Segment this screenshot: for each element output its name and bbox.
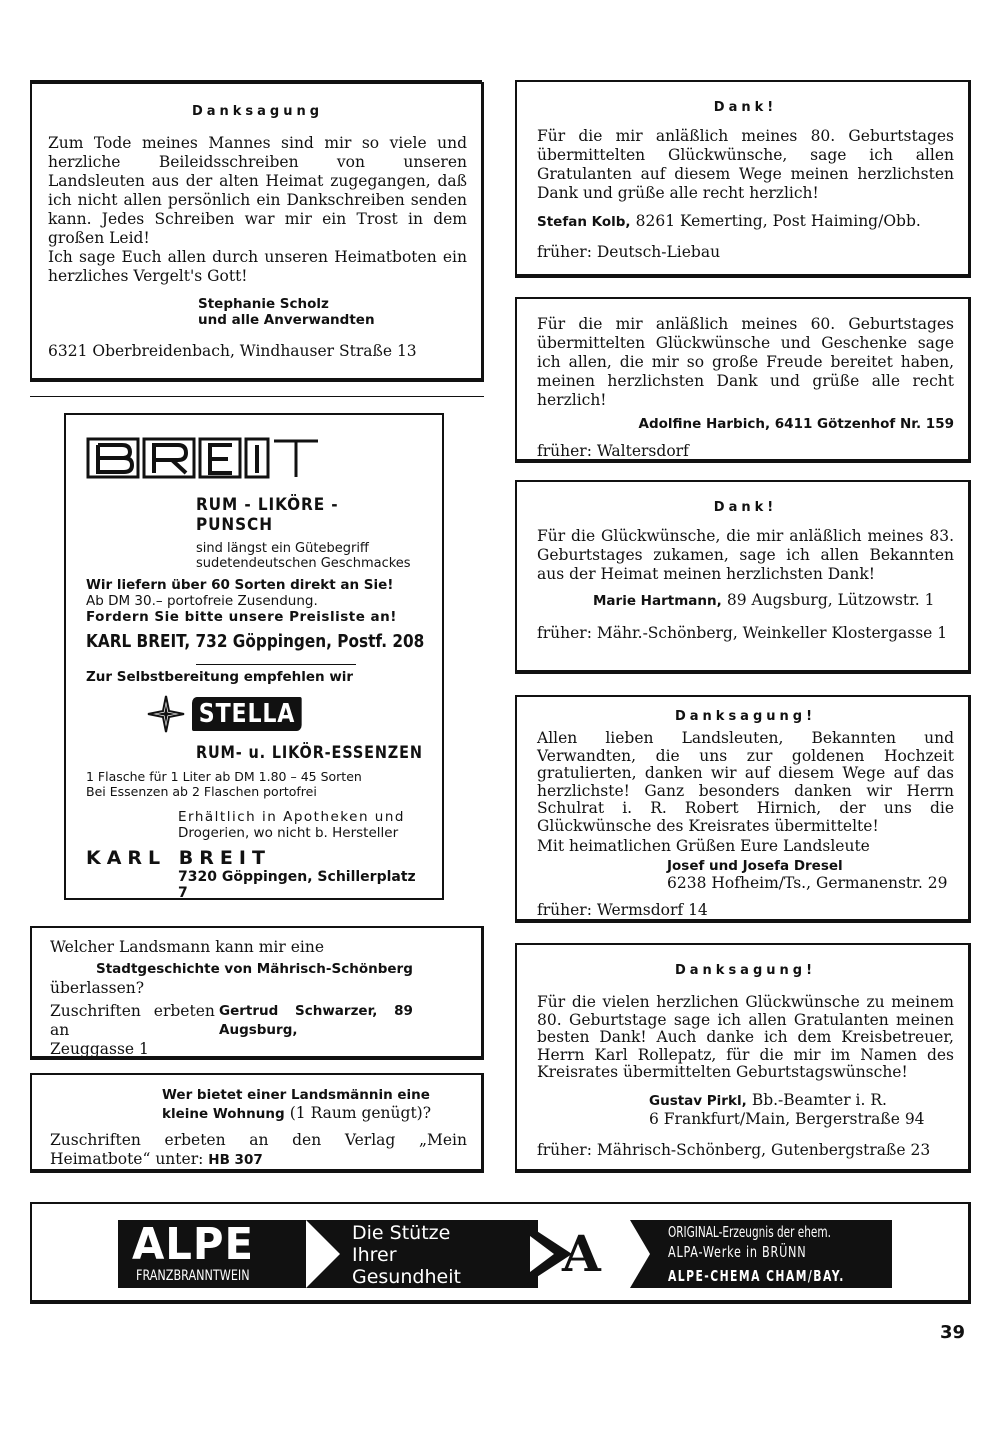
breit-line-2: sudetendeutschen Geschmackes: [196, 556, 411, 571]
dank-notice-kolb: [515, 80, 971, 278]
signer-address: 6321 Oberbreidenbach, Windhauser Straße 13: [48, 342, 417, 360]
breit-recommend: Zur Selbstbereitung empfehlen wir: [86, 669, 354, 685]
dank-former-residence: früher: Wermsdorf 14: [537, 901, 708, 919]
danksagung-notice-pirkl: [515, 943, 971, 1173]
dank-address: 6 Frankfurt/Main, Bergerstraße 94: [649, 1109, 925, 1128]
wohnung-line-3: Zuschriften erbeten an den Verlag „Mein Heimatbote“ unter:: [50, 1131, 467, 1168]
request-line-3: Zuschriften erbeten an: [50, 1002, 215, 1039]
alpe-slogan-2: Ihrer: [352, 1244, 397, 1266]
dank-name: Marie Hartmann,: [593, 593, 722, 609]
dank-body: Für die Glückwünsche, die mir anläßlich meines 83. Geburtstages zukamen, sage ich allen Bekannten aus der Heimat meinen herzlichsten Dank!: [537, 527, 954, 583]
request-street: Zeuggasse 1: [50, 1040, 149, 1058]
dank-body: Für die mir anläßlich meines 60. Geburtstages übermittelten Glückwünsche und Geschenke sage ich allen, die mir so große Freude bereitet haben, meinen herzlichsten Dank und grüße alle recht herzlich!: [537, 315, 954, 409]
arrow-right-icon: [628, 1220, 652, 1288]
stella-price-1: 1 Flasche für 1 Liter ab DM 1.80 – 45 Sorten: [86, 769, 362, 784]
dank-body: Für die vielen herzlichen Glückwünsche zu meinem 80. Geburtstage sage ich allen Gratulanten meinen besten Dank! Auch danke ich dem Kreisbetreuer, Herrn Karl Rollepatz, für die mir im Namen des Kreisrates übermittelten Geburtstagswünsche!: [537, 993, 954, 1081]
breit-address-2: 7320 Göppingen, Schillerplatz 7: [178, 869, 416, 901]
breit-inner-rule: [196, 664, 356, 665]
wohnung-line-1: Wer bietet einer Landsmännin eine: [162, 1087, 430, 1103]
dank-title: Dank!: [713, 500, 778, 515]
breit-advertisement: [64, 413, 444, 900]
avail-line-2: Drogerien, wo nicht b. Hersteller: [178, 825, 399, 841]
breit-company-2: KARL BREIT: [86, 847, 271, 869]
alpe-brand: ALPE: [132, 1219, 254, 1270]
wohnung-line-2a: kleine Wohnung: [162, 1106, 285, 1122]
notice-body-2: Ich sage Euch allen durch unseren Heimatboten ein herzliches Vergelt's Gott!: [48, 248, 467, 285]
alpe-sub: FRANZBRANNTWEIN: [136, 1268, 250, 1284]
wohnung-code: HB 307: [208, 1152, 263, 1168]
request-contact-name: Gertrud Schwarzer, 89 Augsburg,: [219, 1003, 413, 1038]
page-number: 39: [940, 1322, 966, 1343]
landsmann-request: [30, 926, 484, 1060]
request-line-1: Welcher Landsmann kann mir eine: [50, 938, 324, 956]
dank-name: Josef und Josefa Dresel: [667, 858, 843, 874]
dank-title: Danksagung!: [674, 963, 817, 978]
breit-logo: [86, 435, 424, 481]
breit-line-3: Wir liefern über 60 Sorten direkt an Sie!: [86, 577, 394, 593]
wohnung-request: [30, 1073, 484, 1173]
danksagung-notice: [30, 82, 484, 382]
dank-title: Danksagung!: [674, 709, 817, 724]
signer-family: und alle Anverwandten: [198, 312, 375, 328]
dank-address: 6238 Hofheim/Ts., Germanenstr. 29: [667, 874, 948, 892]
dank-former-residence: früher: Mährisch-Schönberg, Gutenbergstraße 23: [537, 1140, 931, 1159]
alpe-original-3: ALPE-CHEMA CHAM/BAY.: [668, 1267, 845, 1285]
stella-price-2: Bei Essenzen ab 2 Flaschen portofrei: [86, 784, 317, 799]
separator-rule: [30, 396, 484, 397]
signer-name: Stephanie Scholz: [198, 296, 329, 312]
dank-former-residence: früher: Deutsch-Liebau: [537, 243, 721, 261]
dank-title-rank: Bb.-Beamter i. R.: [751, 1090, 887, 1109]
stella-logo: STELLA: [192, 697, 302, 731]
alpe-original-2: ALPA-Werke in BRÜNN: [668, 1243, 807, 1261]
breit-line-4: Ab DM 30.– portofreie Zusendung.: [86, 593, 318, 609]
breit-line-1: sind längst ein Gütebegriff: [196, 541, 369, 556]
stella-essences: RUM- u. LIKÖR-ESSENZEN: [196, 743, 423, 763]
dank-title: Dank!: [713, 100, 778, 115]
breit-logo-graphic: [86, 435, 356, 481]
request-line-2: überlassen?: [50, 979, 145, 997]
dank-notice-hartmann: [515, 480, 971, 674]
arrow-right-icon: [296, 1220, 346, 1288]
dank-notice-harbich: [515, 297, 971, 463]
danksagung-notice-dresel: [515, 695, 971, 923]
alpe-slogan-3: Gesundheit: [352, 1266, 461, 1288]
request-book-title: Stadtgeschichte von Mährisch-Schönberg: [96, 961, 413, 977]
star-icon: [146, 694, 186, 734]
dank-name: Stefan Kolb,: [537, 214, 631, 230]
dank-address: 89 Augsburg, Lützowstr. 1: [726, 591, 935, 609]
notice-title: Danksagung: [191, 104, 324, 119]
alpe-advertisement: [30, 1202, 971, 1304]
dank-body: Allen lieben Landsleuten, Bekannten und Verwandten, die uns zur goldenen Hochzeit gratulierten, danken wir auf diesem Wege auf das herzlichste! Ganz besonders danken wir Herrn Schulrat i. R. Robert Hirnich, der uns die Glückwünsche des Kreisrates übermittelte!: [537, 729, 954, 835]
alpe-slogan-1: Die Stütze: [352, 1222, 451, 1244]
dank-former-residence: früher: Mähr.-Schönberg, Weinkeller Klostergasse 1: [537, 624, 948, 642]
dank-name: Gustav Pirkl,: [649, 1092, 747, 1109]
dank-greeting: Mit heimatlichen Grüßen Eure Landsleute: [537, 837, 870, 855]
breit-products: RUM - LIKÖRE - PUNSCH: [196, 495, 339, 535]
breit-company: KARL BREIT, 732 Göppingen, Postf. 208: [86, 631, 425, 652]
dank-name: Adolfine Harbich, 6411 Götzenhof Nr. 159: [638, 416, 954, 432]
alpe-a-logo: A: [562, 1224, 601, 1283]
avail-line-1: Erhältlich in Apotheken und: [178, 809, 405, 825]
dank-former-residence: früher: Waltersdorf: [537, 442, 689, 460]
breit-line-5: Fordern Sie bitte unsere Preisliste an!: [86, 609, 397, 625]
dank-address: 8261 Kemerting, Post Haiming/Obb.: [635, 212, 921, 230]
stella-logo-row: [146, 693, 424, 735]
dank-body: Für die mir anläßlich meines 80. Geburtstages übermittelten Glückwünsche, sage ich allen Gratulanten auf diesem Wege meinen herzlichsten Dank und grüße alle recht herzlich!: [537, 127, 954, 202]
wohnung-line-2b: (1 Raum genügt)?: [289, 1104, 432, 1122]
notice-body: Zum Tode meines Mannes sind mir so viele und herzliche Beileidsschreiben von unseren Landsleuten aus der alten Heimat zugegangen, daß ich nicht allen persönlich ein Dankschreiben senden kann. Jedes Schreiben war mir ein Trost in dem großen Leid!: [48, 134, 467, 247]
alpe-original-1: ORIGINAL-Erzeugnis der ehem.: [668, 1223, 831, 1241]
